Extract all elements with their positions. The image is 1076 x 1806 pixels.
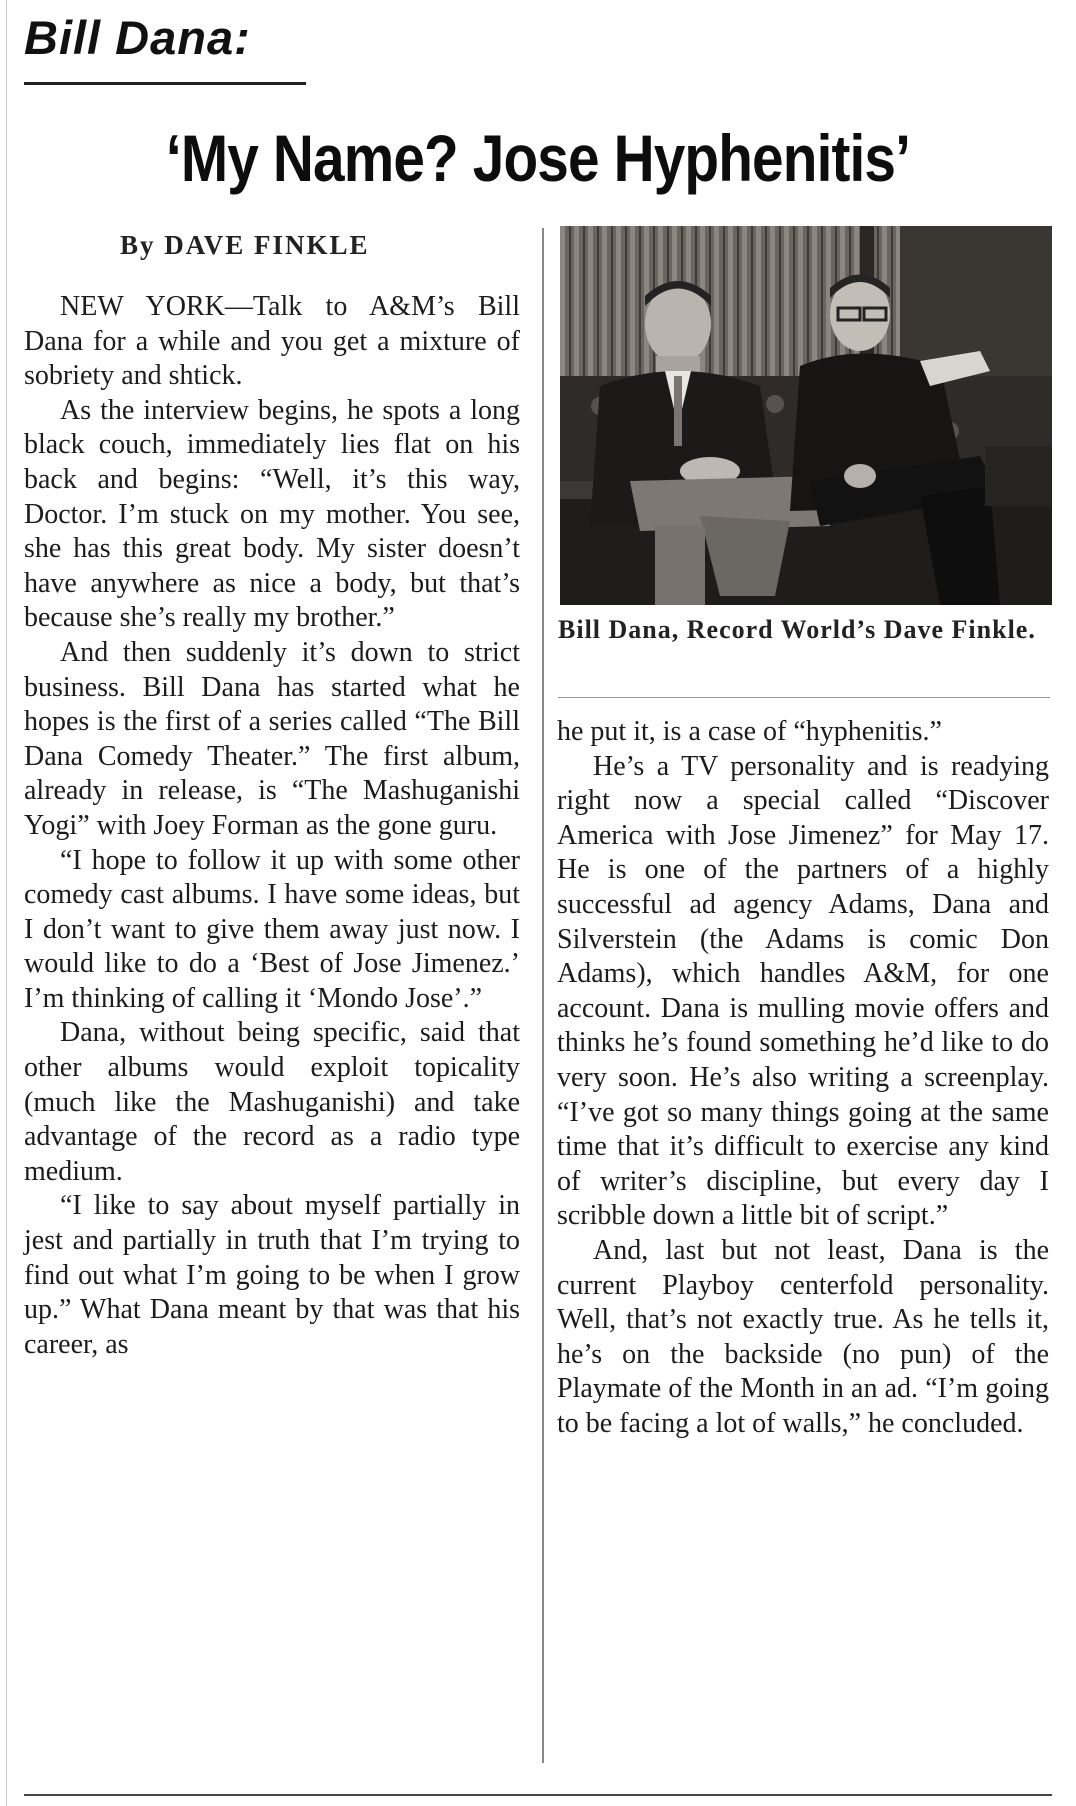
paragraph: Dana, without being specific, said that other albums would exploit topicality (much like the Mashuganishi) and take advantage of the record as a radio type medium. <box>24 1017 520 1187</box>
paragraph: And, last but not least, Dana is the current Playboy centerfold personality. Well, that’s not exactly true. As he tells it, he’s on the backside (no pun) of the Playmate of the Month in an ad. “I’m going to be facing a lot of walls,” he concluded. <box>557 1234 1049 1439</box>
paragraph: “I hope to follow it up with some other comedy cast albums. I have some ideas, but I don’t want to give them away just now. I would like to do a ‘Best of Jose Jimenez.’ I’m thinking of calling it ‘Mondo Jose’.” <box>24 844 520 1014</box>
caption-rule <box>558 697 1050 698</box>
paragraph: He’s a TV personality and is readying right now a special called “Discover America with Jose Jimenez” for May 17. He is one of the partners of a highly successful ad agency Adams, Dana and Silverstein (the Adams is comic Don Adams), which handles A&M, for one account. Dana is mulling movie offers and thinks he’s found something he’d like to do very soon. He’s also writing a screenplay. “I’ve got so many things going at the same time that it’s difficult to exercise any kind of writer’s discipline, but every day I scribble down a little bit of script.” <box>557 750 1049 1232</box>
paragraph: And then suddenly it’s down to strict business. Bill Dana has started what he hopes is the first of a series called “The Bill Dana Comedy Theater.” The first album, already in release, is “The Mashuganishi Yogi” with Joey Forman as the gone guru. <box>24 636 520 841</box>
left-column <box>24 290 520 1362</box>
byline: By DAVE FINKLE <box>120 230 370 260</box>
photo-illustration <box>560 226 1052 605</box>
paragraph: As the interview begins, he spots a long black couch, immediately lies flat on his back and begins: “Well, it’s this way, Doctor. I’m stuck on my mother. You see, she has this great body. My sister doesn’t have anywhere as nice a body, but that’s because she’s really my brother.” <box>24 394 520 634</box>
paragraph: “I like to say about myself partially in jest and partially in truth that I’m trying to find out what I’m going to be when I grow up.” What Dana meant by that was that his career, as <box>24 1190 520 1360</box>
headline: ‘My Name? Jose Hyphenitis’ <box>165 121 911 195</box>
paragraph: NEW YORK—Talk to A&M’s Bill Dana for a while and you get a mixture of sobriety and shtick. <box>24 291 520 392</box>
kicker-title: Bill Dana: <box>24 11 251 64</box>
page-edge <box>6 0 7 1806</box>
paragraph-continuation: he put it, is a case of “hyphenitis.” <box>557 716 942 747</box>
photo-bill-dana-and-dave-finkle <box>560 226 1052 605</box>
right-column <box>557 715 1049 1441</box>
bottom-rule <box>24 1794 1052 1796</box>
column-divider <box>542 228 544 1763</box>
kicker-underline <box>24 82 306 85</box>
photo-caption: Bill Dana, Record World’s Dave Finkle. <box>558 615 1036 644</box>
